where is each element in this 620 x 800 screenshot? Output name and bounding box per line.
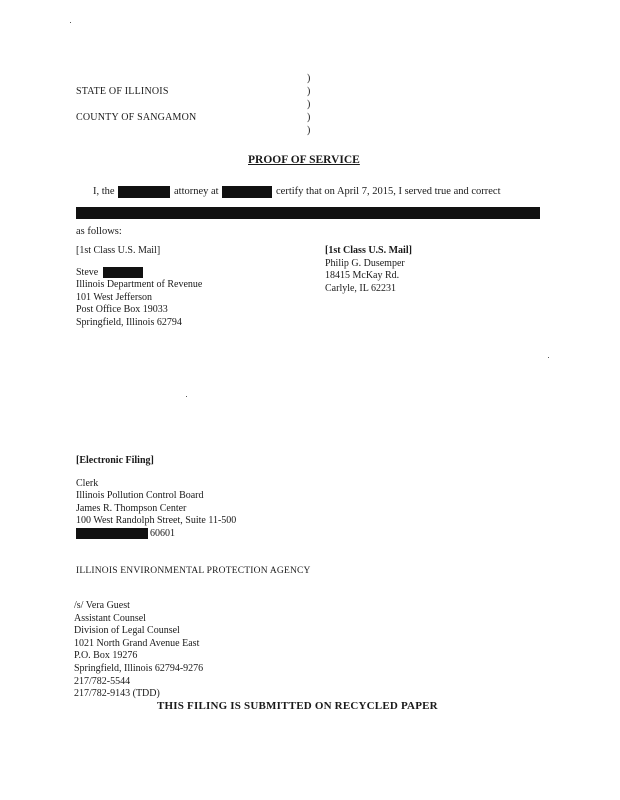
redaction-box [103, 267, 143, 278]
signature: /s/ Vera Guest [74, 600, 130, 611]
tdd-phone: 217/782-9143 (TDD) [74, 688, 160, 700]
redaction-box [222, 186, 272, 198]
address-line: Springfield, Illinois 62794 [76, 316, 182, 328]
signature-block [74, 600, 203, 701]
caption-paren: ) [307, 99, 311, 110]
address-line: 101 West Jefferson [76, 291, 153, 303]
page-title: PROOF OF SERVICE [248, 154, 360, 166]
caption-paren: ) [307, 86, 311, 97]
left-service-block [76, 245, 202, 330]
phone: 217/782-5544 [74, 675, 131, 687]
state-caption: STATE OF ILLINOIS [76, 86, 169, 97]
recipient-name: Philip G. Dusemper [325, 257, 405, 269]
electronic-filing-block [76, 455, 236, 541]
address-line: Post Office Box 19033 [76, 304, 168, 316]
address-line: 1021 North Grand Avenue East [74, 637, 200, 649]
scan-speck [186, 396, 187, 397]
certification-part-1: I, the [93, 186, 115, 197]
address-line: 18415 McKay Rd. [325, 270, 400, 282]
address-line: Carlyle, IL 62231 [325, 282, 397, 294]
county-caption: COUNTY OF SANGAMON [76, 112, 197, 123]
caption-paren: ) [307, 73, 311, 84]
certification-part-2: attorney at [174, 186, 219, 197]
service-method: [Electronic Filing] [76, 455, 154, 466]
division: Division of Legal Counsel [74, 625, 180, 637]
address-line: Illinois Pollution Control Board [76, 490, 204, 502]
scan-speck [548, 357, 549, 358]
address-line: 100 West Randolph Street, Suite 11-500 [76, 515, 237, 527]
right-service-block [325, 245, 412, 295]
redaction-box [76, 528, 148, 539]
caption-paren: ) [307, 125, 311, 136]
recipient-name: Steve [76, 266, 99, 278]
service-method: [1st Class U.S. Mail] [325, 245, 412, 256]
agency-name: ILLINOIS ENVIRONMENTAL PROTECTION AGENCY [76, 566, 311, 576]
zip-code: 60601 [150, 527, 175, 539]
service-method: [1st Class U.S. Mail] [76, 245, 161, 256]
as-follows-text: as follows: [76, 226, 122, 237]
address-line: Illinois Department of Revenue [76, 279, 203, 291]
recycled-paper-footer: THIS FILING IS SUBMITTED ON RECYCLED PAPER [157, 700, 438, 712]
redaction-bar [76, 207, 540, 219]
scan-speck [70, 22, 71, 23]
caption-paren: ) [307, 112, 311, 123]
certification-part-3: certify that on April 7, 2015, I served true and correct [276, 186, 501, 197]
address-line: James R. Thompson Center [76, 502, 187, 514]
address-line: Springfield, Illinois 62794-9276 [74, 662, 204, 674]
redaction-box [118, 186, 170, 198]
address-line: P.O. Box 19276 [74, 650, 138, 662]
signer-title: Assistant Counsel [74, 612, 146, 624]
recipient-name: Clerk [76, 477, 99, 489]
